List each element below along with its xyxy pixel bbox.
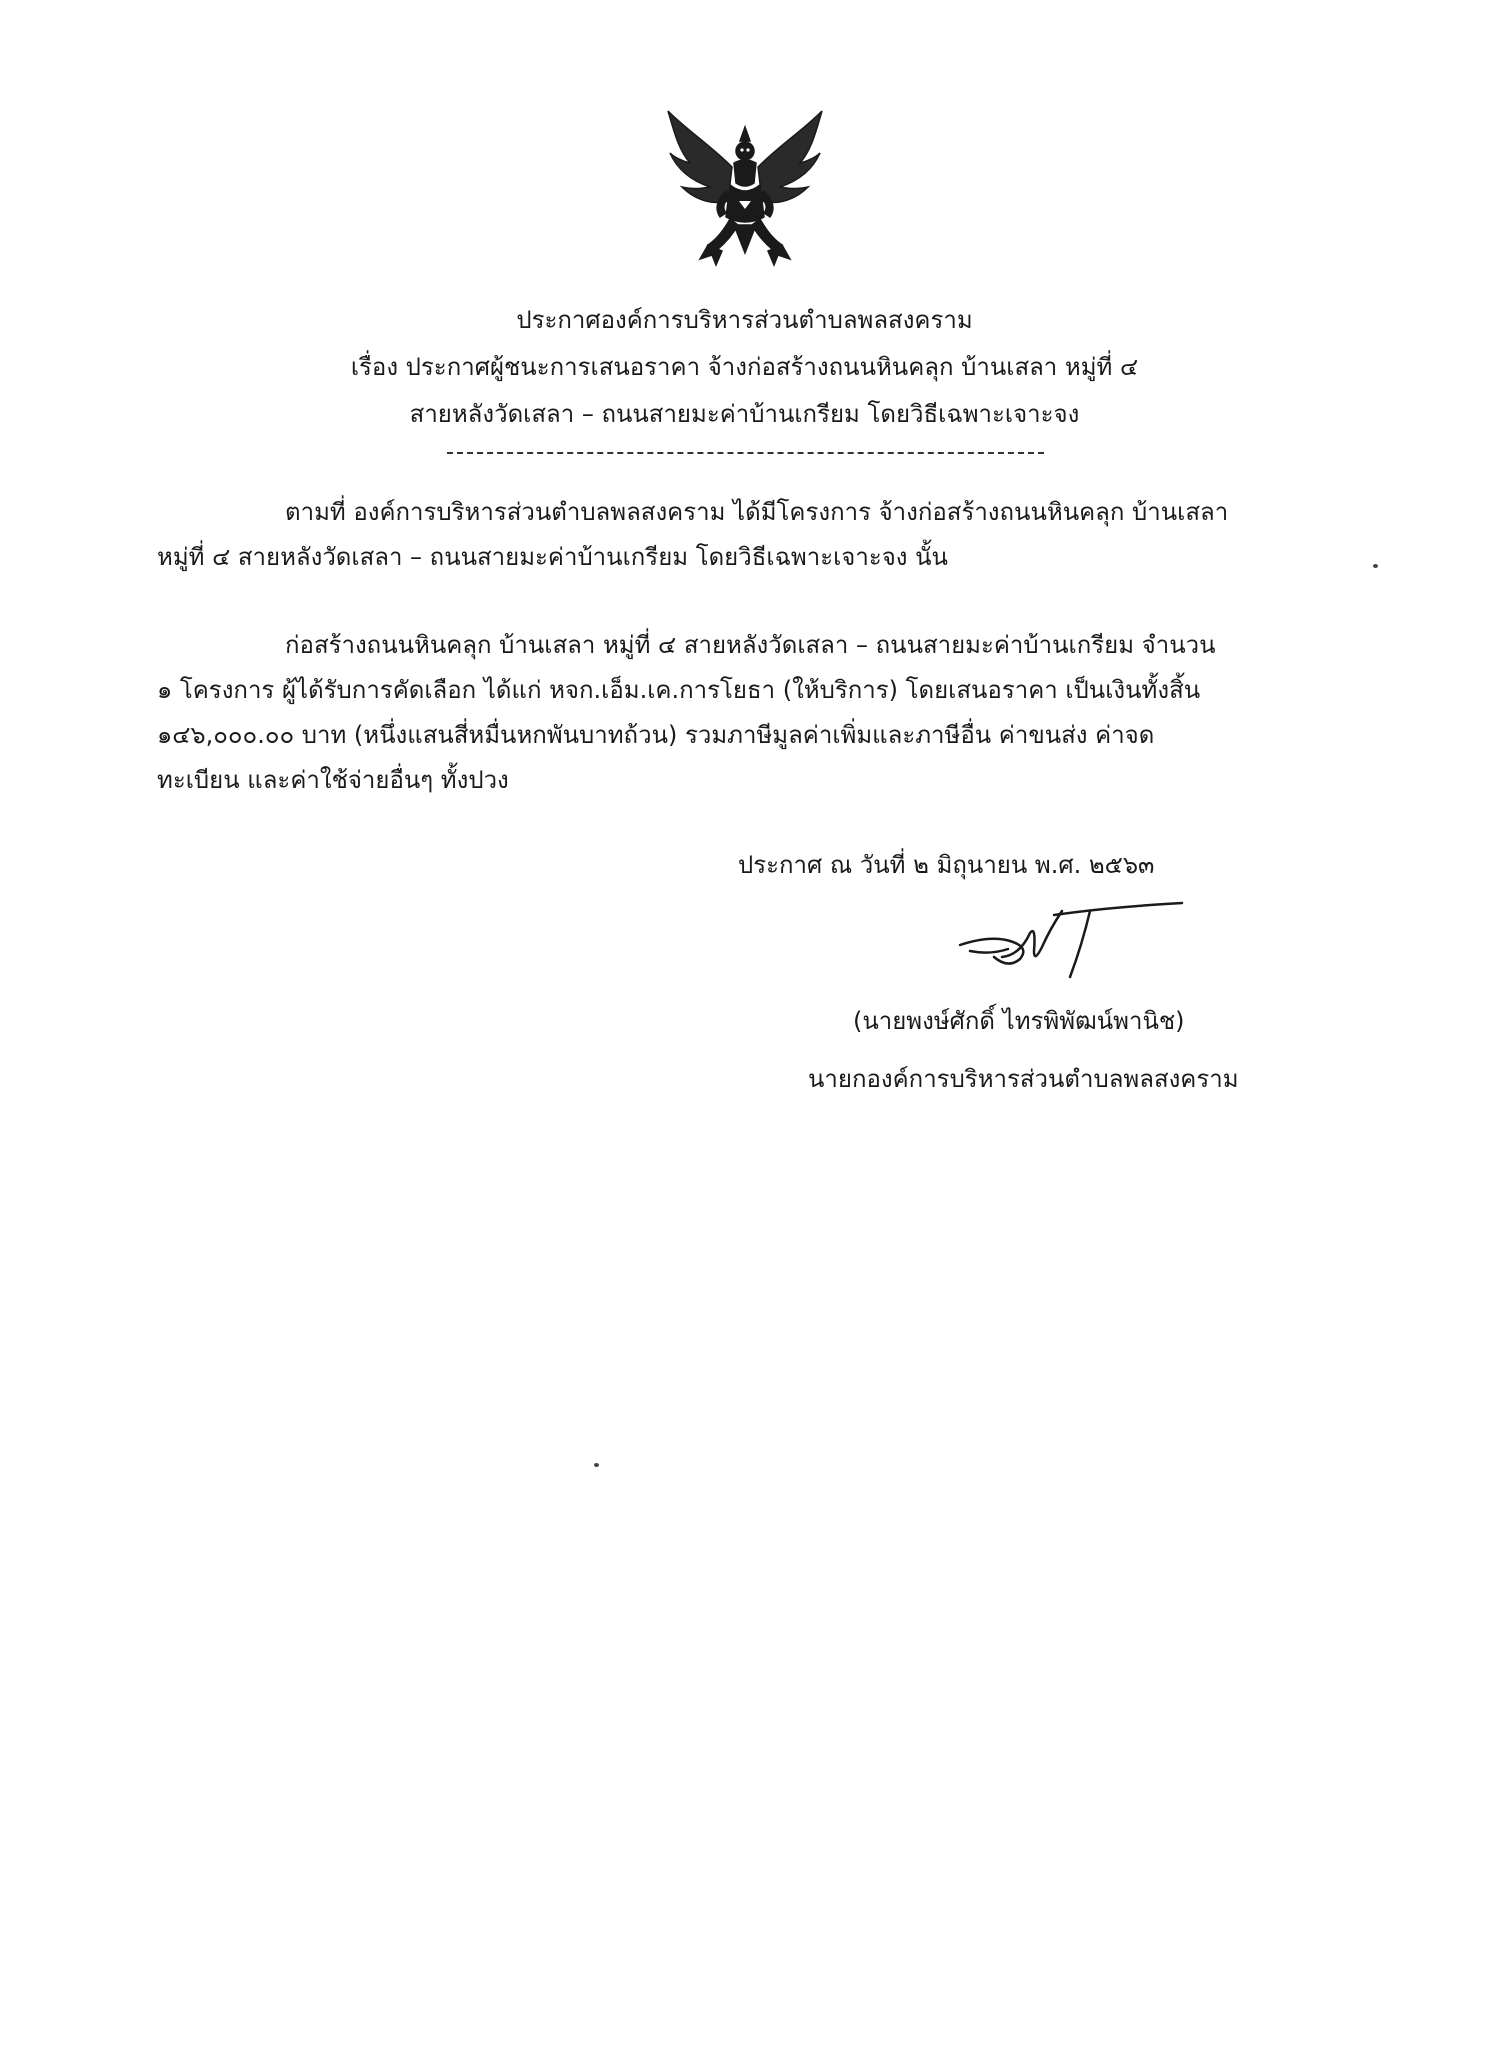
paragraph-2-line-3: ๑๔๖,๐๐๐.๐๐ บาท (หนึ่งแสนสี่หมื่นหกพันบาทถ้วน) รวมภาษีมูลค่าเพิ่มและภาษีอื่น ค่าขนส่ง ค่าจด <box>157 721 1155 749</box>
title-divider <box>447 452 1044 454</box>
paragraph-2-line-4: ทะเบียน และค่าใช้จ่ายอื่นๆ ทั้งปวง <box>157 766 509 794</box>
signer-position: นายกองค์การบริหารส่วนตำบลพลสงคราม <box>808 1065 1239 1093</box>
paragraph-1-line-2: หมู่ที่ ๔ สายหลังวัดเสลา – ถนนสายมะค่าบ้านเกรียม โดยวิธีเฉพาะเจาะจง นั้น <box>157 543 948 571</box>
scan-speck <box>1373 564 1378 568</box>
scan-speck <box>594 1463 599 1467</box>
announcement-date: ประกาศ ณ วันที่ ๒ มิถุนายน พ.ศ. ๒๕๖๓ <box>738 851 1155 879</box>
title-line-1: ประกาศองค์การบริหารส่วนตำบลพลสงคราม <box>516 306 973 334</box>
title-line-2: เรื่อง ประกาศผู้ชนะการเสนอราคา จ้างก่อสร้างถนนหินคลุก บ้านเสลา หมู่ที่ ๔ <box>350 353 1139 381</box>
handwritten-signature <box>950 885 1190 995</box>
title-line-3: สายหลังวัดเสลา – ถนนสายมะค่าบ้านเกรียม โดยวิธีเฉพาะเจาะจง <box>409 400 1080 428</box>
garuda-emblem-icon <box>660 105 830 270</box>
paragraph-2-line-2: ๑ โครงการ ผู้ได้รับการคัดเลือก ได้แก่ หจก.เอ็ม.เค.การโยธา (ให้บริการ) โดยเสนอราคา เป็นเงินทั้งสิ้น <box>157 676 1201 704</box>
paragraph-1-line-1: ตามที่ องค์การบริหารส่วนตำบลพลสงคราม ได้มีโครงการ จ้างก่อสร้างถนนหินคลุก บ้านเสลา <box>285 498 1229 526</box>
paragraph-2-line-1: ก่อสร้างถนนหินคลุก บ้านเสลา หมู่ที่ ๔ สายหลังวัดเสลา – ถนนสายมะค่าบ้านเกรียม จำนวน <box>285 631 1216 659</box>
signer-name: (นายพงษ์ศักดิ์ ไทรพิพัฒน์พานิช) <box>853 1007 1185 1035</box>
